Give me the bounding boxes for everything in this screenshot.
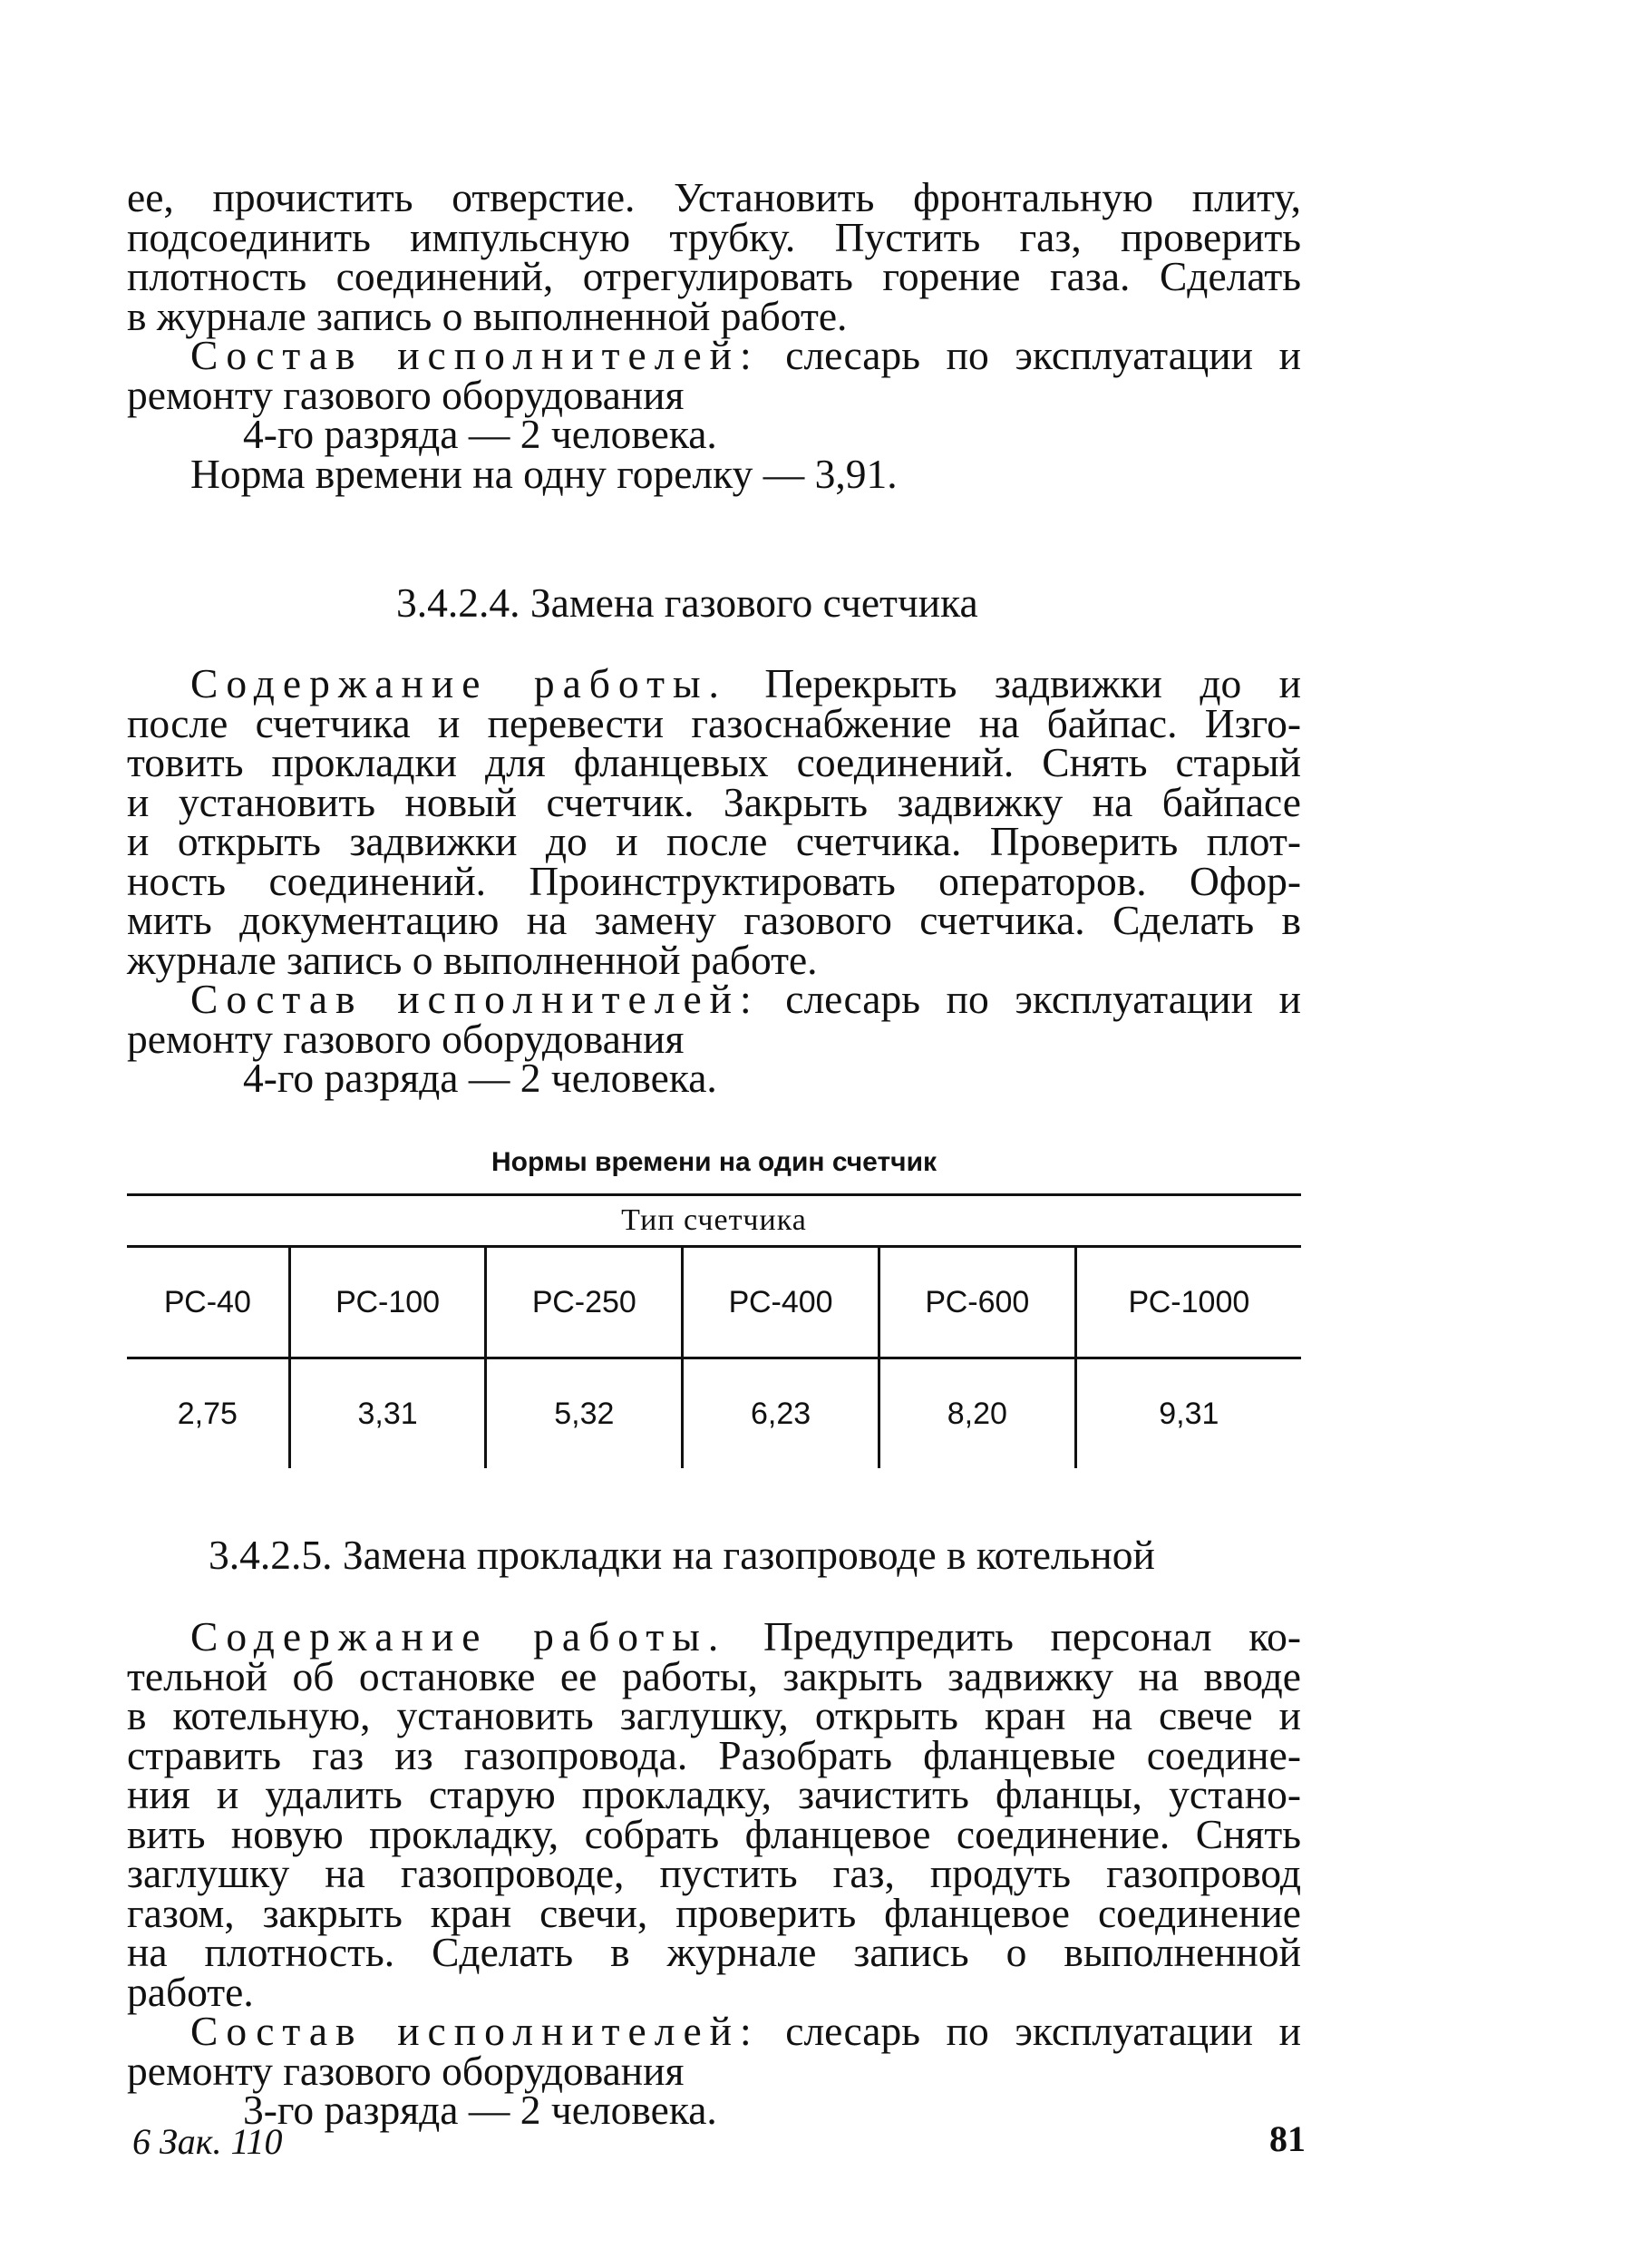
staff-text: слесарь по эксплуатации и xyxy=(759,2008,1301,2054)
text-line: в котельную, установить заглушку, открыть кран на свече и xyxy=(127,1692,1301,1738)
continuation-paragraph xyxy=(127,174,1301,339)
text-line: мить документацию на замену газового счетчика. Сделать в xyxy=(127,897,1301,943)
text-line: заглушку на газопроводе, пустить газ, продуть газопровод xyxy=(127,1850,1301,1896)
staff-line xyxy=(127,2008,1301,2054)
text-line: вить новую прокладку, собрать фланцевое соединение. Снять xyxy=(127,1810,1301,1857)
page-number: 81 xyxy=(1269,2118,1306,2159)
printer-signature: 6 Зак. 110 xyxy=(132,2121,283,2162)
section-1-body xyxy=(127,660,1301,1101)
table-header-row xyxy=(127,1247,1301,1358)
column-header: РС-40 xyxy=(127,1247,289,1358)
table-cell: 2,75 xyxy=(177,1396,238,1431)
text-line: работе. xyxy=(127,1968,254,2015)
section-2-body xyxy=(127,1613,1301,2133)
column-header: РС-1000 xyxy=(1075,1247,1301,1358)
table-cell: 9,31 xyxy=(1075,1358,1301,1469)
staff-line-2: ремонту газового оборудования xyxy=(127,1015,685,1062)
staff-line xyxy=(127,332,1301,378)
text-line: товить прокладки для фланцевых соединений. Снять старый xyxy=(127,739,1301,785)
staff-paragraph xyxy=(127,976,1301,1101)
text-line: стравить газ из газопровода. Разобрать фланцевые соедине- xyxy=(127,1731,1301,1778)
staff-grade: 3-го разряда — 2 человека. xyxy=(243,2087,717,2133)
section-heading: 3.4.2.4. Замена газового счетчика xyxy=(396,579,978,626)
content-text: Предупредить персонал ко- xyxy=(726,1613,1301,1660)
text-line: на плотность. Сделать в журнале запись о выполненной xyxy=(127,1929,1301,1975)
norms-table xyxy=(127,1193,1301,1468)
content-text: Перекрыть задвижки до и xyxy=(726,660,1301,706)
staff-line xyxy=(127,976,1301,1022)
text-line: в журнале запись о выполненной работе. xyxy=(127,292,848,339)
top-block xyxy=(127,174,1301,497)
staff-label: Состав исполнителей: xyxy=(190,2008,760,2054)
text-line: тельной об остановке ее работы, закрыть задвижку на вводе xyxy=(127,1652,1301,1699)
text-line: журнале запись о выполненной работе. xyxy=(127,936,818,983)
text-line: и установить новый счетчик. Закрыть задвижку на байпасе xyxy=(127,778,1301,825)
text-line: ее, прочистить отверстие. Установить фронтальную плиту, xyxy=(127,174,1301,220)
staff-text: слесарь по эксплуатации и xyxy=(759,976,1301,1022)
table-group-header-row xyxy=(127,1195,1301,1247)
text-line: ния и удалить старую прокладку, зачистить фланцы, устано- xyxy=(127,1771,1301,1817)
staff-paragraph xyxy=(127,2008,1301,2133)
staff-line-2: ремонту газового оборудования xyxy=(127,2047,685,2094)
column-header: РС-100 xyxy=(289,1247,486,1358)
column-header: РС-400 xyxy=(683,1247,879,1358)
text-line: после счетчика и перевести газоснабжение на байпас. Изго- xyxy=(127,699,1301,746)
time-norm: Норма времени на одну горелку — 3,91. xyxy=(190,450,898,497)
content-line xyxy=(127,1613,1301,1660)
content-label: Содержание работы. xyxy=(190,660,727,706)
column-header: РС-250 xyxy=(486,1247,683,1358)
table-group-header: Тип счетчика xyxy=(127,1195,1301,1247)
staff-label: Состав исполнителей: xyxy=(190,976,760,1022)
table-row xyxy=(127,1358,1301,1469)
content-line xyxy=(127,660,1301,706)
staff-grade: 4-го разряда — 2 человека. xyxy=(243,411,717,457)
text-line: газом, закрыть кран свечи, проверить фланцевое соединение xyxy=(127,1889,1301,1936)
text-line: и открыть задвижки до и после счетчика. Проверить плот- xyxy=(127,818,1301,864)
content-paragraph xyxy=(127,1613,1301,2015)
column-header: РС-600 xyxy=(879,1247,1075,1358)
text-line: ность соединений. Проинструктировать операторов. Офор- xyxy=(127,857,1301,904)
table-cell: 6,23 xyxy=(683,1358,879,1469)
staff-paragraph xyxy=(127,332,1301,497)
staff-grade: 4-го разряда — 2 человека. xyxy=(243,1055,717,1101)
staff-text: слесарь по эксплуатации и xyxy=(759,332,1301,378)
content-paragraph xyxy=(127,660,1301,983)
table-cell: 8,20 xyxy=(879,1358,1075,1469)
staff-label: Состав исполнителей: xyxy=(190,332,760,378)
staff-line-2: ремонту газового оборудования xyxy=(127,371,685,418)
text-line: подсоединить импульсную трубку. Пустить газ, проверить xyxy=(127,213,1301,260)
content-label: Содержание работы. xyxy=(190,1613,727,1660)
section-heading: 3.4.2.5. Замена прокладки на газопроводе в котельной xyxy=(209,1532,1155,1578)
table-cell: 3,31 xyxy=(289,1358,486,1469)
table-caption: Нормы времени на один счетчик xyxy=(491,1147,937,1177)
table-cell: 5,32 xyxy=(486,1358,683,1469)
text-line: плотность соединений, отрегулировать горение газа. Сделать xyxy=(127,253,1301,299)
